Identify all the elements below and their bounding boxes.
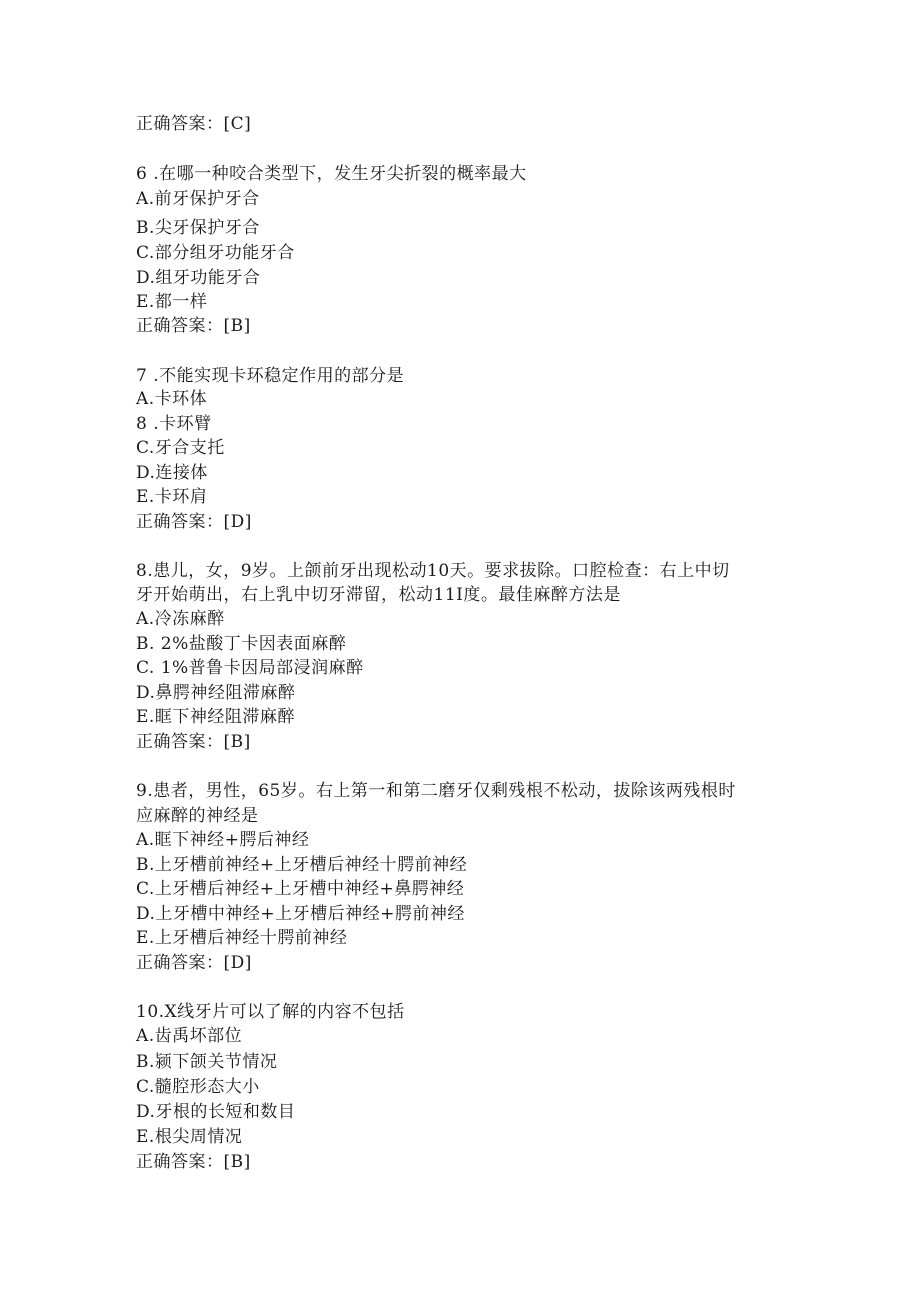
q9-option-b: B.上牙槽前神经+上牙槽后神经十腭前神经	[136, 855, 468, 875]
q9-option-d: D.上牙槽中神经+上牙槽后神经+腭前神经	[136, 904, 465, 924]
q8-option-b: B. 2%盐酸丁卡因表面麻醉	[136, 634, 347, 654]
answer-q7: 正确答案：[D]	[136, 512, 252, 532]
answer-q9: 正确答案：[D]	[136, 953, 252, 973]
q9-option-e: E.上牙槽后神经十腭前神经	[136, 928, 348, 948]
q8-option-a: A.冷冻麻醉	[136, 609, 225, 629]
q7-option-b: 8 .卡环臂	[136, 414, 212, 434]
q7-option-c: C.牙合支托	[136, 438, 225, 458]
q9-option-a: A.眶下神经+腭后神经	[136, 830, 310, 850]
q6-option-a: A.前牙保护牙合	[136, 189, 260, 209]
q6-option-b: B.尖牙保护牙合	[136, 218, 260, 238]
q9-option-c: C.上牙槽后神经+上牙槽中神经+鼻腭神经	[136, 879, 465, 899]
question-9-line-2: 应麻醉的神经是	[136, 806, 259, 826]
q7-option-d: D.连接体	[136, 463, 208, 483]
q10-option-c: C.髓腔形态大小	[136, 1077, 260, 1097]
q10-option-b: B.颍下颌关节情况	[136, 1052, 278, 1072]
question-8-line-1: 8.患儿，女，9岁。上颌前牙出现松动10天。要求拔除。口腔检查：右上中切	[136, 561, 730, 581]
q10-option-a: A.齿禹坏部位	[136, 1026, 243, 1046]
q6-option-e: E.都一样	[136, 292, 208, 312]
question-6: 6 .在哪一种咬合类型下，发生牙尖折裂的概率最大	[136, 164, 527, 184]
question-10: 10.X线牙片可以了解的内容不包括	[136, 1002, 405, 1022]
q8-option-c: C. 1%普鲁卡因局部浸润麻醉	[136, 658, 364, 678]
q6-option-d: D.组牙功能牙合	[136, 268, 261, 288]
answer-q10: 正确答案：[B]	[136, 1152, 251, 1172]
answer-q5: 正确答案：[C]	[136, 114, 252, 134]
q8-option-d: D.鼻腭神经阻滞麻醉	[136, 683, 296, 703]
q10-option-e: E.根尖周情况	[136, 1127, 243, 1147]
q8-option-e: E.眶下神经阻滞麻醉	[136, 707, 295, 727]
question-8-line-2: 牙开始萌出，右上乳中切牙滞留，松动11I度。最佳麻醉方法是	[136, 585, 621, 605]
q10-option-d: D.牙根的长短和数目	[136, 1102, 296, 1122]
question-7: 7 .不能实现卡环稳定作用的部分是	[136, 366, 405, 386]
answer-q8: 正确答案：[B]	[136, 732, 251, 752]
q7-option-a: A.卡环体	[136, 389, 208, 409]
answer-q6: 正确答案：[B]	[136, 316, 251, 336]
q6-option-c: C.部分组牙功能牙合	[136, 243, 295, 263]
q7-option-e: E.卡环肩	[136, 487, 208, 507]
question-9-line-1: 9.患者，男性，65岁。右上第一和第二磨牙仅剩残根不松动，拔除该两残根时	[136, 781, 736, 801]
